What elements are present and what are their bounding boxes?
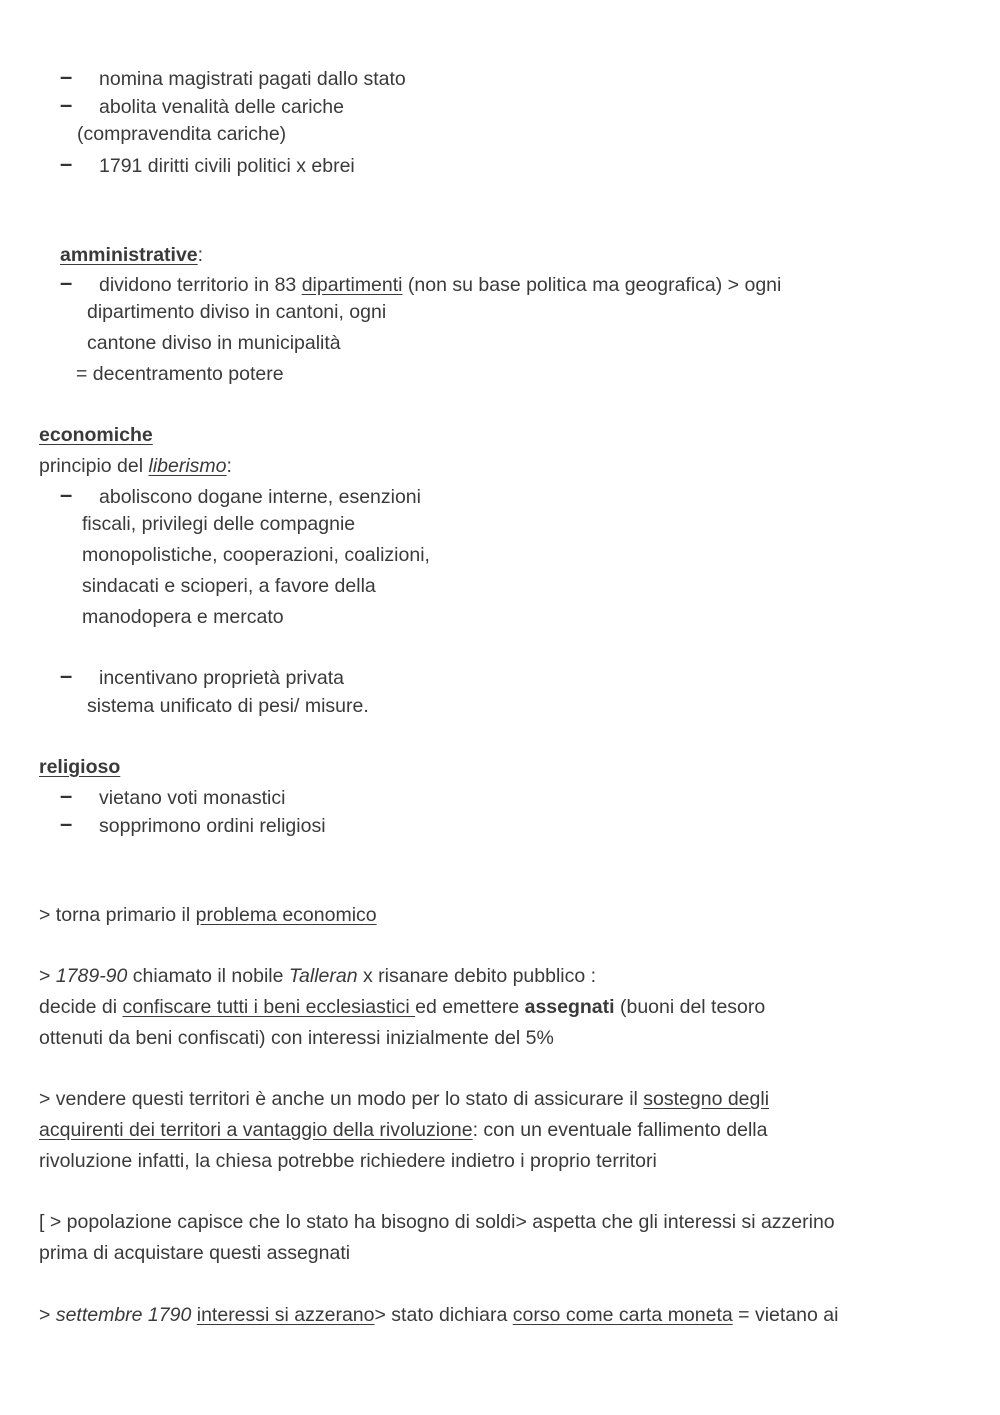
para2-l2-term: confiscare tutti i beni ecclesiastici [122, 996, 416, 1018]
paragraph-population-line-2: prima di acquistare questi assegnati [39, 1242, 351, 1264]
economic-item-1-cont-3: sindacati e scioperi, a favore della [82, 575, 376, 597]
bullet-dash: – [60, 783, 73, 808]
admin-item-1-pre: dividono territorio in 83 [99, 274, 302, 296]
justice-item-2-continuation: (compravendita cariche) [77, 123, 287, 145]
economic-heading: economiche [39, 424, 153, 446]
para2-l2-pre: decide di [39, 996, 123, 1018]
paragraph-sale-line-2 [39, 1117, 767, 1143]
para2-post: x risanare debito pubblico : [357, 965, 597, 987]
para5-pre: > [39, 1304, 56, 1326]
religious-item-1: vietano voti monastici [99, 787, 286, 809]
economic-principle [39, 453, 232, 479]
economic-item-1-cont-1: fiscali, privilegi delle compagnie [82, 513, 356, 535]
para3-l2-term: acquirenti dei territori a vantaggio della rivoluzione [39, 1119, 473, 1141]
bullet-dash: – [60, 811, 73, 836]
economic-item-2: incentivano proprietà privata [99, 667, 344, 689]
admin-heading-text: amministrative [60, 244, 198, 266]
economic-item-2-cont: sistema unificato di pesi/ misure. [87, 695, 369, 717]
economic-principle-post: : [226, 455, 232, 477]
paragraph-economic-problem [39, 902, 377, 928]
admin-item-1-cont-2: cantone diviso in municipalità [87, 332, 341, 354]
admin-item-1-cont-1: dipartimento diviso in cantoni, ogni [87, 301, 387, 323]
bullet-dash: – [60, 92, 73, 117]
paragraph-sale-line-1 [39, 1086, 769, 1112]
economic-principle-term: liberismo [148, 455, 227, 477]
economic-principle-pre: principio del [39, 455, 149, 477]
admin-item-1-term: dipartimenti [301, 274, 403, 296]
religious-item-2: sopprimono ordini religiosi [99, 815, 326, 837]
paragraph-talleran-line-2 [39, 994, 765, 1020]
justice-item-1: nomina magistrati pagati dallo stato [99, 68, 406, 90]
para2-l2-post: (buoni del tesoro [614, 996, 766, 1018]
admin-result: = decentramento potere [76, 363, 284, 385]
economic-item-1: aboliscono dogane interne, esenzioni [99, 486, 421, 508]
justice-item-3: 1791 diritti civili politici x ebrei [99, 155, 355, 177]
admin-item-1 [99, 272, 781, 298]
paragraph-sale-line-3: rivoluzione infatti, la chiesa potrebbe richiedere indietro i proprio territori [39, 1150, 657, 1172]
para3-l1-term: sostegno degli [643, 1088, 770, 1110]
paragraph-population-line-1: [ > popolazione capisce che lo stato ha bisogno di soldi> aspetta che gli interessi si azzerino [39, 1211, 835, 1233]
bullet-dash: – [60, 663, 73, 688]
bullet-dash: – [60, 270, 73, 295]
paragraph-talleran-line-1 [39, 963, 596, 989]
para5-post: = vietano ai [732, 1304, 839, 1326]
economic-item-1-cont-2: monopolistiche, cooperazioni, coalizioni, [82, 544, 430, 566]
bullet-dash: – [60, 482, 73, 507]
admin-heading [60, 242, 203, 268]
para2-mid: chiamato il nobile [127, 965, 289, 987]
para2-date: 1789-90 [55, 965, 128, 987]
para5-term-1: interessi si azzerano [196, 1304, 375, 1326]
para2-l2-bold: assegnati [524, 996, 615, 1018]
paragraph-september-1790 [39, 1302, 838, 1328]
para2-l2-mid: ed emettere [415, 996, 525, 1018]
paragraph-talleran-line-3: ottenuti da beni confiscati) con interessi inizialmente del 5% [39, 1027, 554, 1049]
bullet-dash: – [60, 64, 73, 89]
bullet-dash: – [60, 151, 73, 176]
admin-heading-colon: : [197, 244, 204, 266]
para1-term: problema economico [195, 904, 377, 926]
para2-name: Talleran [288, 965, 358, 987]
economic-item-1-cont-4: manodopera e mercato [82, 606, 284, 628]
para5-term-2: corso come carta moneta [512, 1304, 733, 1326]
religious-heading: religioso [39, 756, 121, 778]
para3-l2-post: : con un eventuale fallimento della [472, 1119, 768, 1141]
para5-mid: > stato dichiara [374, 1304, 513, 1326]
para2-pre: > [39, 965, 56, 987]
justice-item-2: abolita venalità delle cariche [99, 96, 344, 118]
para1-pre: > torna primario il [39, 904, 196, 926]
para5-date: settembre 1790 [55, 1304, 192, 1326]
para3-l1-pre: > vendere questi territori è anche un modo per lo stato di assicurare il [39, 1088, 644, 1110]
admin-item-1-post: (non su base politica ma geografica) > ogni [402, 274, 782, 296]
